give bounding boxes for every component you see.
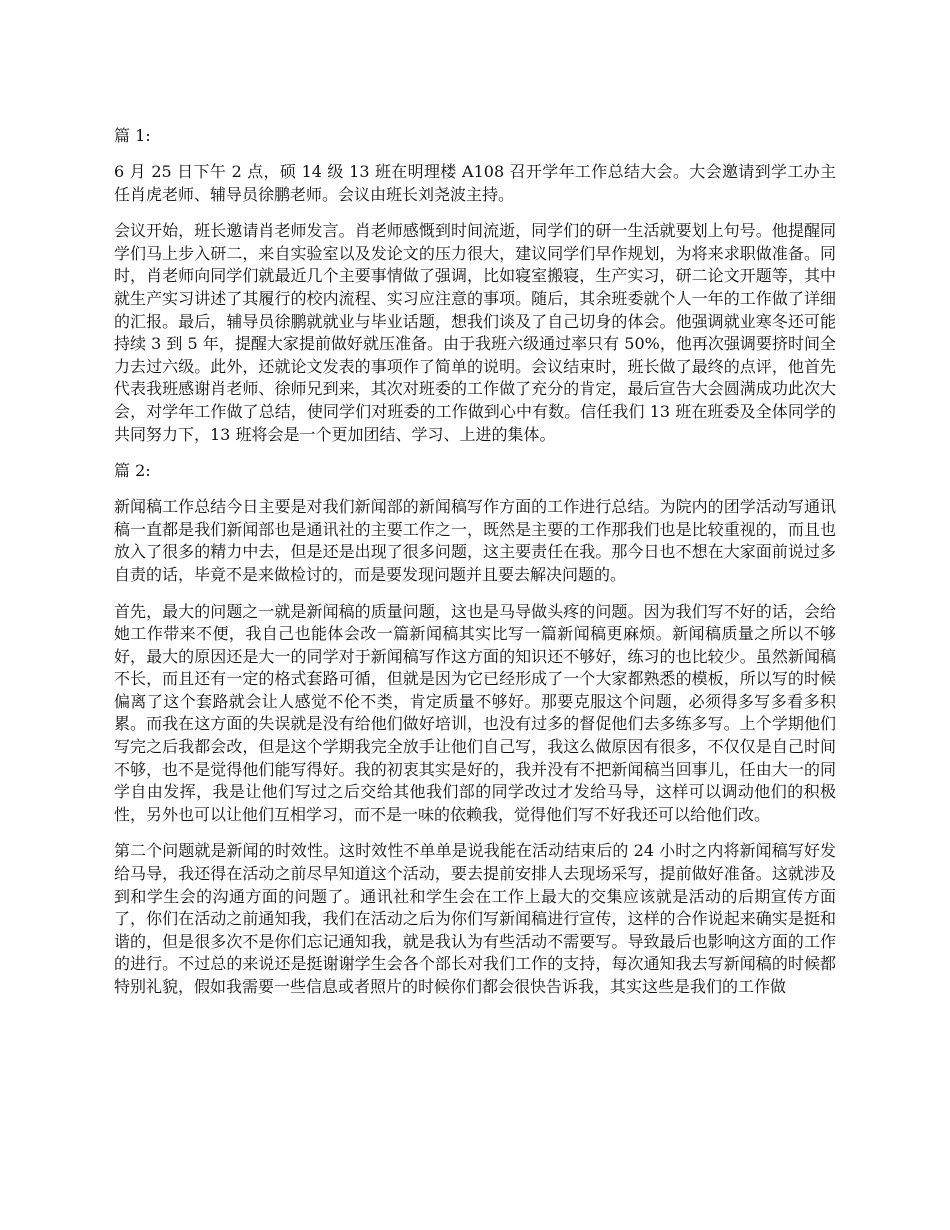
section-2-paragraph-1: 新闻稿工作总结今日主要是对我们新闻部的新闻稿写作方面的工作进行总结。为院内的团学活动写通讯稿一直都是我们新闻部也是通讯社的主要工作之一，既然是主要的工作那我们也是比较重视的，而且也放入了很多的精力中去，但是还是出现了很多问题，这主要责任在我。那今日也不想在大家面前说过多自责的话，毕竟不是来做检讨的，而是要发现问题并且要去解决问题的。 [114, 497, 836, 584]
section-2-paragraph-3: 第二个问题就是新闻的时效性。这时效性不单单是说我能在活动结束后的 24 小时之内将新闻稿写好发给马导，我还得在活动之前尽早知道这个活动，要去提前安排人去现场采写，提前做好准备。这就涉及到和学生会的沟通方面的问题了。通讯社和学生会在工作上最大的交集应该就是活动的后期宣传方面了，你们在活动之前通知我，我们在活动之后为你们写新闻稿进行宣传，这样的合作说起来确实是挺和谐的，但是很多次不是你们忘记通知我，就是我认为有些活动不需要写。导致最后也影响这方面的工作的进行。不过总的来说还是挺谢谢学生会各个部长对我们工作的支持，每次通知我去写新闻稿的时候都特别礼貌，假如我需要一些信息或者照片的时候你们都会很快告诉我，其实这些是我们的工作做 [114, 841, 836, 996]
section-1 [114, 125, 836, 446]
section-2-heading: 篇 2: [114, 461, 151, 481]
section-1-paragraph-1: 6 月 25 日下午 2 点，硕 14 级 13 班在明理楼 A108 召开学年工作总结大会。大会邀请到学工办主任肖虎老师、辅导员徐鹏老师。会议由班长刘尧波主持。 [114, 162, 836, 204]
section-2-paragraph-2: 首先，最大的问题之一就是新闻稿的质量问题，这也是马导做头疼的问题。因为我们写不好的话，会给她工作带来不便，我自己也能体会改一篇新闻稿其实比写一篇新闻稿更麻烦。新闻稿质量之所以不够好，最大的原因还是大一的同学对于新闻稿写作这方面的知识还不够好，练习的也比较少。虽然新闻稿不长，而且还有一定的格式套路可循，但就是因为它已经形成了一个大家都熟悉的模板，所以写的时候偏离了这个套路就会让人感觉不伦不类，肯定质量不够好。那要克服这个问题，必须得多写多看多积累。而我在这方面的失误就是没有给他们做好培训，也没有过多的督促他们去多练多写。上个学期他们写完之后我都会改，但是这个学期我完全放手让他们自己写，我这么做原因有很多，不仅仅是自己时间不够，也不是觉得他们能写得好。我的初衷其实是好的，我并没有不把新闻稿当回事儿，任由大一的同学自由发挥，我是让他们写过之后交给其他我们部的同学改过才发给马导，这样可以调动他们的积极性，另外也可以让他们互相学习，而不是一味的依赖我，觉得他们写不好我还可以给他们改。 [114, 601, 836, 824]
section-1-paragraph-2: 会议开始，班长邀请肖老师发言。肖老师感慨到时间流逝，同学们的研一生活就要划上句号。他提醒同学们马上步入研二，来自实验室以及发论文的压力很大，建议同学们早作规划，为将来求职做准备。同时，肖老师向同学们就最近几个主要事情做了强调，比如寝室搬寝，生产实习，研二论文开题等，其中就生产实习讲述了其履行的校内流程、实习应注意的事项。随后，其余班委就个人一年的工作做了详细的汇报。最后，辅导员徐鹏就就业与毕业话题，想我们谈及了自己切身的体会。他强调就业寒冬还可能持续 3 到 5 年，提醒大家提前做好就压准备。由于我班六级通过率只有 50%，他再次强调要挤时间全力去过六级。此外，还就论文发表的事项作了简单的说明。会议结束时，班长做了最终的点评，他首先代表我班感谢肖老师、徐师兄到来，其次对班委的工作做了充分的肯定，最后宣告大会圆满成功此次大会，对学年工作做了总结，使同学们对班委的工作做到心中有数。信任我们 13 班在班委及全体同学的共同努力下，13 班将会是一个更加团结、学习、上进的集体。 [114, 221, 836, 444]
section-2 [114, 460, 836, 998]
section-1-heading: 篇 1: [114, 126, 151, 145]
